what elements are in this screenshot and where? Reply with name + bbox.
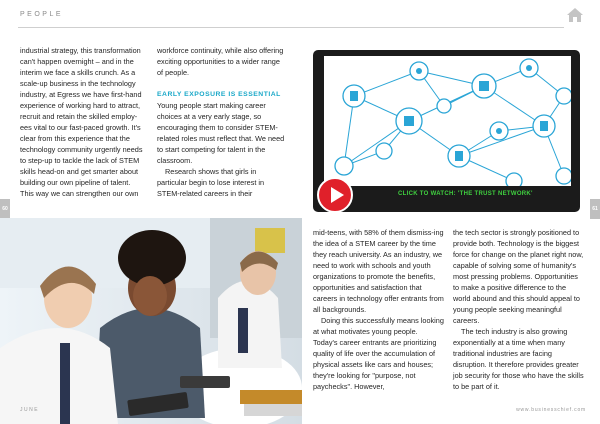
right-paragraph-2: The tech industry is also growing exponentially at a time when many traditional industries are facing disruption. It therefore provides greater job security for those who have the skills to be part of it. — [453, 327, 584, 391]
middle-column — [157, 45, 285, 199]
middle-paragraph-2: Young people start making career choices at a very early stage, so encouraging them to consider STEM-related roles must reflect that. We need to start competing for talent in the classroom. — [157, 101, 285, 165]
right-paragraph-1: the tech sector is strongly positioned to provide both. Technology is the biggest force for change on the planet right now, capable of solving some of humanity's most pressing problems. Opportunities to make a positive difference to the world abound and this should appeal to young people seeking meaningful careers. — [453, 228, 584, 325]
right-column — [453, 227, 584, 392]
lower-middle-paragraph-1: mid-teens, with 58% of them dismiss-ing the idea of a STEM career by the time they reach university. As an industry, we need to work with schools and youth organizations to promote the benefits, opportunities and satisfaction that careers in technology offer entrants from all backgrounds. — [313, 228, 444, 314]
video-thumbnail[interactable] — [324, 56, 571, 186]
header-rule — [18, 27, 564, 28]
page-number-left: 60 — [0, 199, 10, 219]
lower-middle-column — [313, 227, 444, 392]
section-label: PEOPLE — [20, 11, 64, 18]
home-icon[interactable] — [566, 7, 584, 23]
video-caption[interactable]: CLICK TO WATCH: 'THE TRUST NETWORK' — [398, 191, 533, 197]
page-number-right: 61 — [590, 199, 600, 219]
middle-paragraph-1: workforce continuity, while also offering exciting opportunities to a wider range of people. — [157, 46, 284, 77]
left-column — [20, 45, 145, 199]
lower-middle-paragraph-2: Doing this successfully means looking at what motivates young people. Today's career entrants are prioritizing quality of life over the accumulation of physical assets like cars and houses; they're looking for "purpose, not paychecks". However, — [313, 316, 444, 391]
network-illustration — [324, 56, 571, 186]
play-icon[interactable] — [316, 176, 354, 214]
section-subheading: EARLY EXPOSURE IS ESSENTIAL — [157, 91, 281, 98]
left-paragraph: industrial strategy, this transformation can't happen overnight – and in the interim we face a skills crunch. As a scale-up business in the technology industry, at Egress we have first-hand experience of working hard to attract, recruit and retain the skilled employ-ees vital to our fast-paced growth. It's clear from this experience that the technology community urgently needs to step-up to tackle the lack of STEM skills head-on and get smarter about building our own pipeline of talent. This way we can strengthen our own — [20, 46, 143, 198]
middle-paragraph-3: Research shows that girls in particular begin to lose interest in STEM-related careers in their — [157, 167, 265, 198]
footer-website-link[interactable]: www.businesschief.com — [516, 407, 586, 413]
students-photo — [0, 218, 302, 424]
footer-issue-date: JUNE — [20, 407, 40, 413]
